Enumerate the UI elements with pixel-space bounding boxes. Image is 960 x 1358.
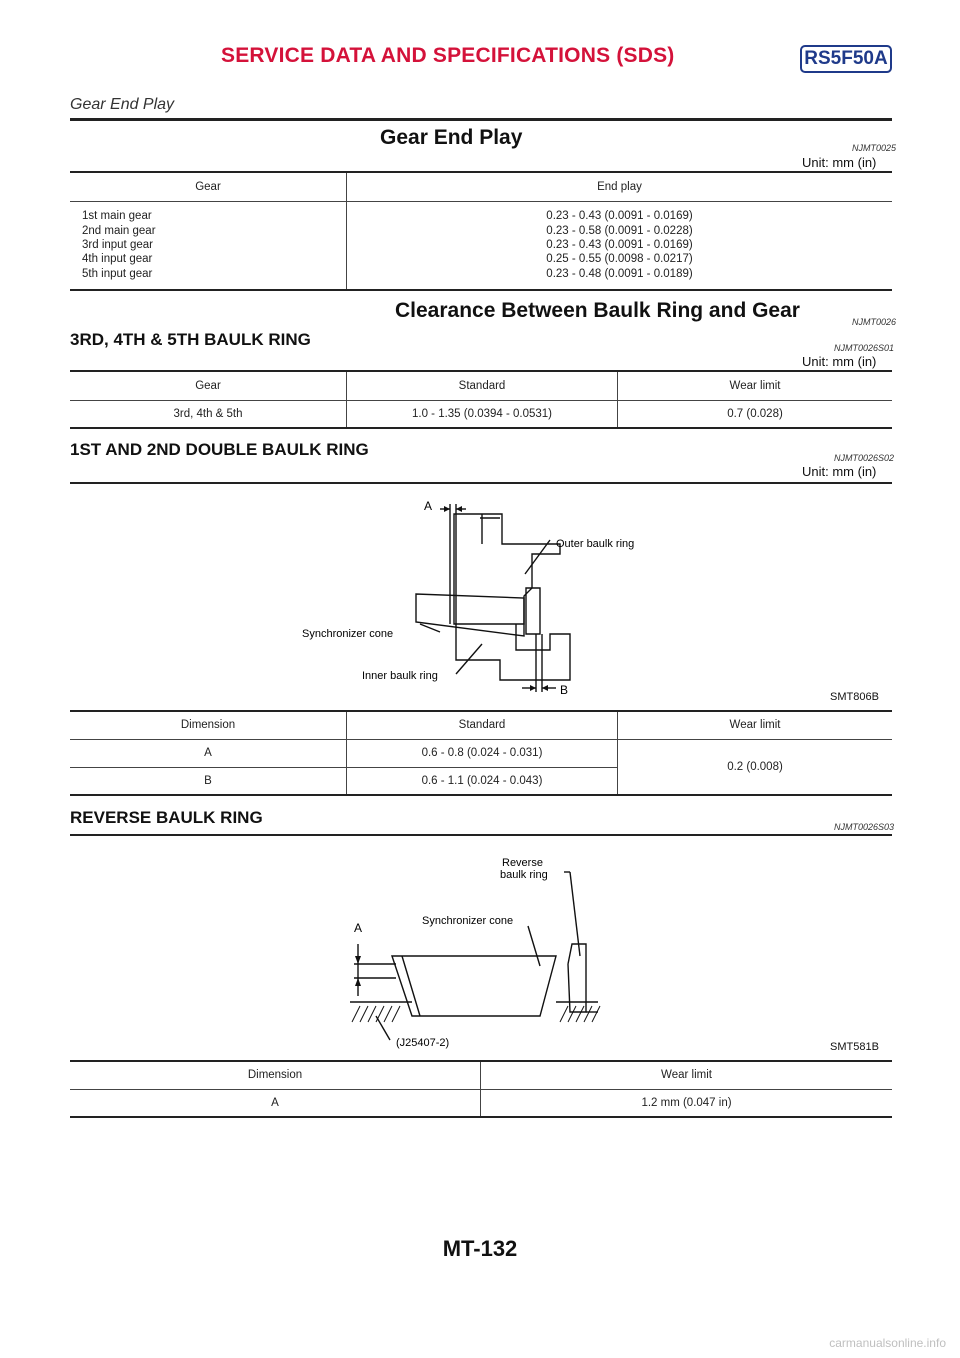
table-row — [70, 201, 892, 290]
unit-label: Unit: mm (in) — [802, 464, 877, 479]
figure-reverse-baulk-ring — [70, 834, 892, 1058]
column-header: Standard — [347, 371, 618, 400]
column-header: Wear limit — [481, 1061, 893, 1089]
dimension-cell: A — [70, 1089, 481, 1117]
column-header: Wear limit — [618, 371, 893, 400]
table-row — [70, 1089, 892, 1117]
table-header-row — [70, 371, 892, 400]
table-row — [70, 400, 892, 428]
table-row — [70, 739, 892, 767]
section-code: NJMT0025 — [852, 143, 897, 153]
section-title-gear-end-play: Gear End Play — [380, 126, 523, 149]
label-a: A — [354, 921, 363, 935]
section-title-clearance: Clearance Between Baulk Ring and Gear — [395, 299, 800, 322]
table-header-row — [70, 711, 892, 739]
subsection-title-reverse: REVERSE BAULK RING — [70, 808, 263, 827]
table-header-row — [70, 1061, 892, 1089]
page-number: MT-132 — [442, 1236, 518, 1261]
gear-name: 1st main gear — [82, 210, 152, 223]
reverse-baulk-ring-table — [70, 1060, 892, 1118]
column-header: End play — [347, 172, 893, 201]
column-header: Gear — [70, 371, 347, 400]
column-header: Dimension — [70, 1061, 481, 1089]
label-outer-baulk-ring: Outer baulk ring — [556, 538, 635, 550]
table-header-row — [70, 172, 892, 201]
dimension-cell: A — [70, 739, 347, 767]
end-play-value: 0.23 - 0.48 (0.0091 - 0.0189) — [546, 267, 693, 280]
reverse-baulk-ring-diagram — [70, 836, 892, 1056]
column-header: Dimension — [70, 711, 347, 739]
label-synchronizer-cone: Synchronizer cone — [422, 915, 514, 927]
gear-name: 3rd input gear — [82, 239, 153, 252]
end-play-value: 0.23 - 0.58 (0.0091 - 0.0228) — [546, 224, 693, 237]
gear-end-play-table — [70, 171, 892, 291]
end-play-value: 0.23 - 0.43 (0.0091 - 0.0169) — [546, 239, 693, 252]
page-header-subtitle: Gear End Play — [70, 96, 175, 113]
gear-name: 2nd main gear — [82, 224, 156, 237]
gear-cell: 3rd, 4th & 5th — [70, 400, 347, 428]
wear-limit-cell: 1.2 mm (0.047 in) — [481, 1089, 893, 1117]
unit-label: Unit: mm (in) — [802, 155, 877, 170]
subsection-title-1st-2nd: 1ST AND 2ND DOUBLE BAULK RING — [70, 440, 369, 459]
section-code: NJMT0026 — [852, 317, 897, 327]
subsection-title-3rd-4th-5th: 3RD, 4TH & 5TH BAULK RING — [70, 330, 311, 349]
figure-id: SMT806B — [830, 691, 879, 703]
unit-label: Unit: mm (in) — [802, 354, 877, 369]
label-baulk-ring: baulk ring — [500, 869, 548, 881]
watermark: carmanualsonline.info — [829, 1336, 946, 1350]
column-header: Gear — [70, 172, 347, 201]
standard-cell: 1.0 - 1.35 (0.0394 - 0.0531) — [347, 400, 618, 428]
gear-list-cell — [70, 201, 347, 290]
wear-limit-cell: 0.2 (0.008) — [618, 739, 893, 795]
double-baulk-ring-diagram — [70, 484, 892, 706]
dimension-cell: B — [70, 767, 347, 795]
column-header: Standard — [347, 711, 618, 739]
subsection-code: NJMT0026S01 — [834, 343, 895, 353]
baulk-ring-345-table — [70, 370, 892, 429]
column-header: Wear limit — [618, 711, 893, 739]
model-badge: RS5F50A — [800, 45, 892, 73]
label-synchronizer-cone: Synchronizer cone — [302, 628, 394, 640]
end-play-value: 0.23 - 0.43 (0.0091 - 0.0169) — [546, 210, 693, 223]
double-baulk-ring-table — [70, 710, 892, 796]
gear-name: 5th input gear — [82, 267, 153, 280]
label-a: A — [424, 499, 433, 513]
label-reverse: Reverse — [502, 857, 543, 869]
end-play-value: 0.25 - 0.55 (0.0098 - 0.0217) — [546, 253, 693, 266]
wear-limit-cell: 0.7 (0.028) — [618, 400, 893, 428]
label-b: B — [560, 683, 569, 697]
label-inner-baulk-ring: Inner baulk ring — [362, 670, 438, 682]
subsection-code: NJMT0026S03 — [834, 822, 895, 832]
subsection-code: NJMT0026S02 — [834, 453, 895, 463]
label-tool: (J25407-2) — [396, 1037, 450, 1049]
standard-cell: 0.6 - 1.1 (0.024 - 0.043) — [347, 767, 618, 795]
figure-id: SMT581B — [830, 1041, 879, 1053]
page-header-title: SERVICE DATA AND SPECIFICATIONS (SDS) — [221, 44, 675, 67]
end-play-cell — [347, 201, 893, 290]
header-rule — [70, 118, 892, 121]
standard-cell: 0.6 - 0.8 (0.024 - 0.031) — [347, 739, 618, 767]
gear-name: 4th input gear — [82, 253, 153, 266]
figure-double-baulk-ring — [70, 482, 892, 708]
